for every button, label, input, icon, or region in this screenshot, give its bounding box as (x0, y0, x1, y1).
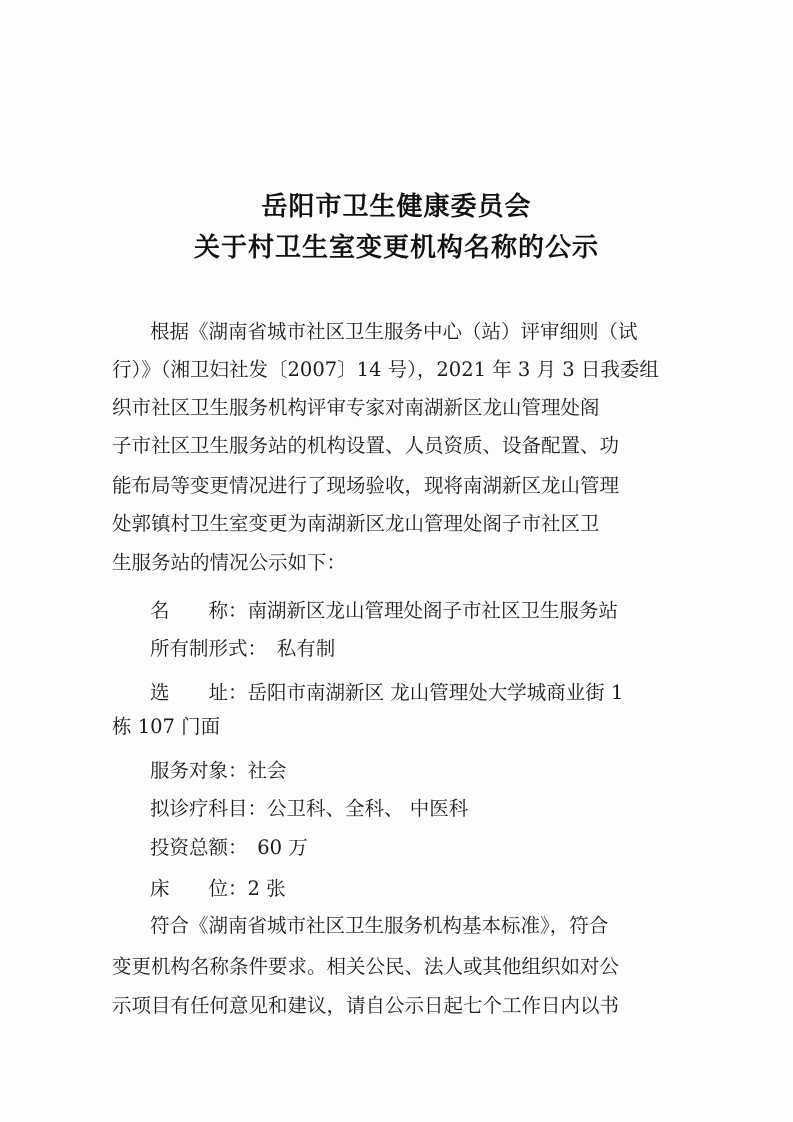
field-departments: 拟诊疗科目：公卫科、全科、 中医科 (150, 797, 469, 820)
body-paragraph-line: 处郭镇村卫生室变更为南湖新区龙山管理处阁子市社区卫 (112, 512, 600, 535)
body-paragraph-line: 符合《湖南省城市社区卫生服务机构基本标准》，符合 (150, 914, 609, 937)
body-paragraph-line: 织市社区卫生服务机构评审专家对南湖新区龙山管理处阁 (112, 396, 600, 419)
field-service-target: 服务对象：社会 (150, 759, 287, 782)
field-ownership: 所有制形式： 私有制 (150, 637, 336, 660)
field-address-continued: 栋 107 门面 (112, 715, 221, 738)
body-paragraph-line: 子市社区卫生服务站的机构设置、人员资质、设备配置、功 (112, 434, 620, 457)
document-title-line1: 岳阳市卫生健康委员会 (261, 192, 532, 222)
body-paragraph-line: 生服务站的情况公示如下： (112, 551, 347, 574)
field-name: 名 称：南湖新区龙山管理处阁子市社区卫生服务站 (150, 599, 619, 622)
body-paragraph-line: 根据《湖南省城市社区卫生服务中心（站）评审细则（试 (150, 320, 638, 343)
body-paragraph-line: 行）》（湘卫妇社发〔2007〕14 号），2021 年 3 月 3 日我委组 (112, 358, 659, 381)
body-paragraph-line: 示项目有任何意见和建议，请自公示日起七个工作日内以书 (112, 994, 620, 1017)
field-investment: 投资总额： 60 万 (150, 836, 308, 859)
field-address: 选 址：岳阳市南湖新区 龙山管理处大学城商业街 1 (150, 681, 624, 704)
body-paragraph-line: 能布局等变更情况进行了现场验收，现将南湖新区龙山管理 (112, 474, 620, 497)
field-beds: 床 位：2 张 (150, 877, 286, 900)
document-title-line2: 关于村卫生室变更机构名称的公示 (193, 233, 599, 263)
body-paragraph-line: 变更机构名称条件要求。相关公民、法人或其他组织如对公 (112, 955, 620, 978)
